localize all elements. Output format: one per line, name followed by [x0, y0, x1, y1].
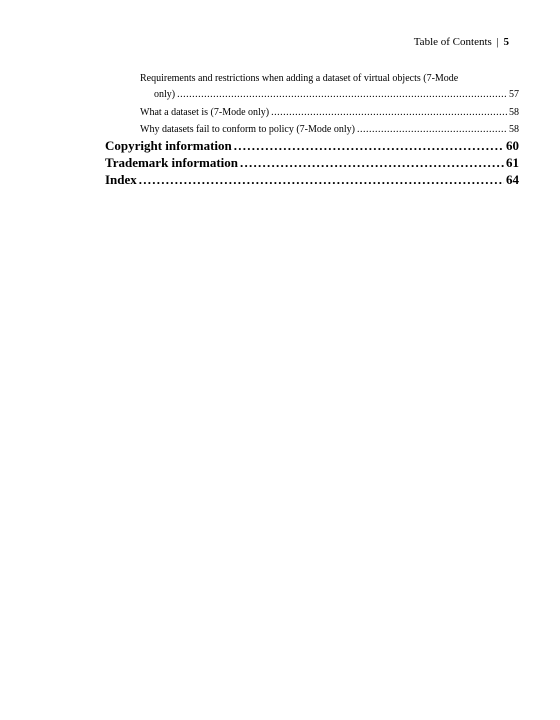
header-page-number: 5 — [503, 36, 509, 48]
dot-leader — [139, 172, 504, 188]
toc-entry-page: 58 — [509, 124, 519, 135]
dot-leader — [357, 123, 507, 136]
toc-chapter-title: Trademark information — [105, 155, 238, 170]
toc-entry-page: 57 — [509, 89, 519, 100]
toc-entry[interactable] — [140, 123, 519, 136]
toc-chapter-title: Index — [105, 172, 137, 187]
toc-entry-title: What a dataset is (7-Mode only) — [140, 107, 270, 118]
dot-leader — [177, 88, 507, 101]
toc-chapter-entry[interactable] — [105, 155, 519, 171]
toc-entry[interactable] — [140, 106, 519, 119]
toc-chapter-entry[interactable] — [105, 172, 519, 188]
toc-chapter-page: 64 — [506, 172, 519, 187]
toc-entry-page: 58 — [509, 107, 519, 118]
dot-leader — [240, 155, 504, 171]
toc-chapter-entry[interactable] — [105, 138, 519, 154]
running-header — [414, 35, 509, 49]
toc-entry-title: Why datasets fail to conform to policy (7-Mode only) — [140, 124, 355, 135]
dot-leader — [234, 138, 504, 154]
header-title: Table of Contents — [413, 36, 492, 48]
toc-chapter-page: 61 — [506, 155, 519, 170]
dot-leader — [271, 106, 507, 119]
toc-chapter-title: Copyright information — [105, 138, 232, 153]
header-separator: | — [496, 36, 499, 48]
toc-entry-title-line1[interactable]: Requirements and restrictions when adding a dataset of virtual objects (7-Mode — [140, 73, 459, 84]
toc-entry-title-line2: only) — [154, 89, 176, 100]
toc-chapter-page: 60 — [506, 138, 519, 153]
toc-entry[interactable] — [154, 88, 519, 101]
